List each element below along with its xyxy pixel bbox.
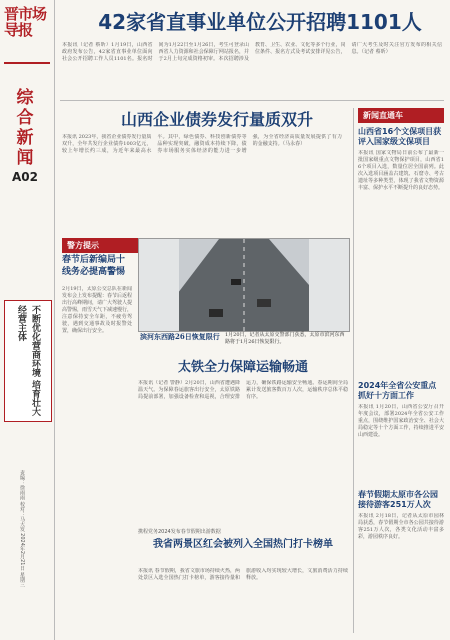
bond-story-headline: 山西企业债券发行量质双升 xyxy=(120,110,313,129)
traffic-headline: 太铁全力保障运输畅通 xyxy=(177,360,308,375)
newspaper-logo: 晋市场导报 xyxy=(4,5,47,39)
page-code: A02 xyxy=(12,170,38,184)
traffic-body: 本报讯（记者 警静）2月20日，山西省遭遇降温天气。为保障春运旅客出行安全，太原铁路局提前部署，加强设备检查和巡视，合理安排运力，确保铁路运输安全畅通。春运期间全局累计发送旅客数百万人次，运输秩序总体平稳有序。 xyxy=(138,380,348,400)
sidebar-quote-box xyxy=(4,300,52,422)
road-photo-illustration xyxy=(139,239,349,331)
top-story-headline: 42家省直事业单位公开招聘1101人 xyxy=(98,10,422,34)
tourism-body: 本报讯 春节假期，我省文旅市场持续火热，两处景区入选全国热门打卡榜单，游客接待量和旅游收入均实现较大增长，文旅消费活力持续释放。 xyxy=(138,568,348,581)
tourism-tag: 携程党务2024发布春节假期出游数据 xyxy=(138,529,221,535)
bond-story-body: 本报讯 2023年，我省企业债券发行量质双升，全年共发行企业债券1003亿元，较上年增长约三成，为近年来最高水平。其中，绿色债券、科技创新债券等品种实现突破，融资成本持续下降，债券市场服务实体经济的能力进一步增强，为全省经济高质量发展提供了有力的金融支持。（马永春） xyxy=(62,134,342,154)
news-item-3-headline: 春节假期太原市各公园接待游客251万人次 xyxy=(358,490,438,509)
news-item-2-headline: 2024年全省公安重点抓好十方面工作 xyxy=(358,381,437,400)
footer-note: 责编：徐雨雨 校对：马大发 2024年2月21日 星期三 xyxy=(19,470,25,588)
masthead xyxy=(4,6,52,38)
news-photo xyxy=(138,238,350,332)
news-item-3-body: 本报讯 2月18日，记者从太原市园林局获悉，春节假期全市各公园共接待游客251万人次，各类文化活动丰富多彩，游园秩序良好。 xyxy=(358,513,444,540)
section-rule xyxy=(60,100,444,101)
masthead-rule xyxy=(4,62,50,64)
sidebar-quote: 不断优化营商环境 培育壮大经营主体 xyxy=(16,305,40,417)
news-item-1-headline: 山西省16个文保项目获评入国家级文保项目 xyxy=(358,127,442,146)
right-divider xyxy=(353,108,354,633)
news-direct-tag: 新闻直通车 xyxy=(358,108,444,123)
left-divider xyxy=(54,0,55,640)
news-item-1-body: 本报讯 国家文物局日前公布了最新一批国家级重点文物保护项目，山西省16个项目入选，数量位居全国前列。此次入选项目涵盖古建筑、石窟寺、考古遗址等多种类型，体现了我省文物资源丰富、保护水平不断提升的良好态势。 xyxy=(358,150,444,191)
photo-caption-left: 滨河东西路26日恢复限行 xyxy=(140,332,220,341)
police-body: 2月19日，太原公交总队在新闻发布会上发布提醒：春节后返程出行高峰期间，请广大驾驶人提高警惕，雨雪天气下减速慢行，注意保持安全车距，不疲劳驾驶，遇到交通事故及时报警处置，确保出行安全。 xyxy=(62,286,132,334)
section-title: 综合新闻 xyxy=(16,88,34,168)
news-item-2-body: 本报讯 1月20日，山西省公安厅召开年度会议，部署2024年全省公安工作重点，围绕维护国家政治安全、社会大局稳定等十个方面工作，持续推进平安山西建设。 xyxy=(358,404,444,438)
news-direct-column xyxy=(358,108,444,633)
tourism-headline: 我省两景区红会被列入全国热门打卡榜单 xyxy=(153,539,333,550)
police-headline: 春节后新编局十线务必提高警惕 xyxy=(62,255,126,277)
police-tag: 警方提示 xyxy=(62,238,140,253)
photo-caption-right: 1月20日，记者从太原交警部门获悉，太原市滨河东西路将于1月26日恢复限行。 xyxy=(225,332,345,345)
top-story-body: 本报讯（记者 蔡昕）1月19日，山西省政府发布公告，42家省直事业单位面向社会公开招聘工作人员1101名。报名时间为1月22日至1月26日，考生可登录山西省人力资源和社会保障厅网站报名，并于2月上旬完成资格初审。本次招聘涉及教育、卫生、农业、文化等多个行业，岗位条件、报名方式及考试安排详见公告，请广大考生及时关注官方发布的相关信息。（记者 蔡昕） xyxy=(62,42,442,62)
